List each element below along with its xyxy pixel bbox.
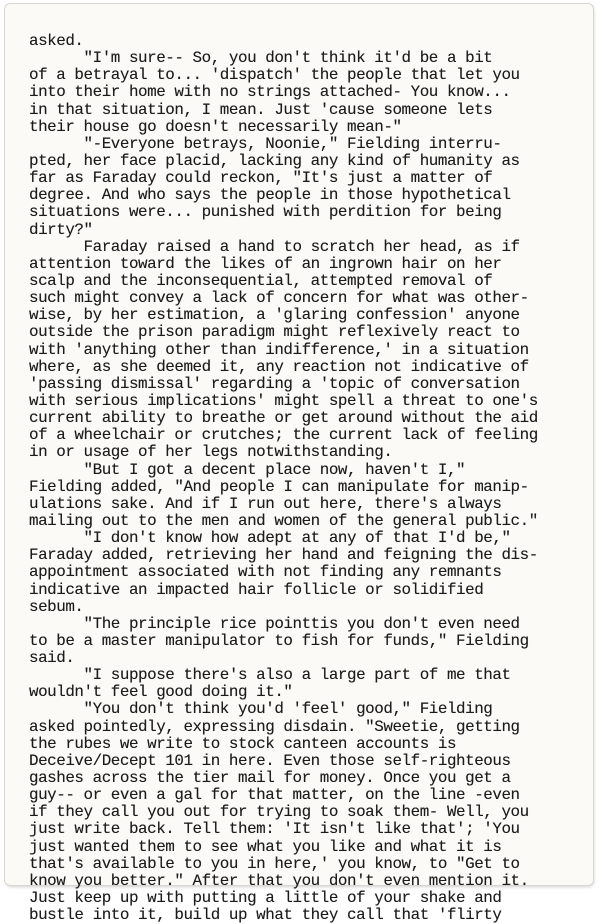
text-line: current ability to breathe or get around without the aid — [29, 409, 538, 428]
text-line: Fielding added, "And people I can manipulate for manip- — [29, 477, 529, 496]
text-line: asked. — [29, 32, 84, 50]
text-line: wise, by her estimation, a 'glaring confession' anyone — [29, 306, 520, 325]
text-line: the rubes we write to stock canteen accounts is — [29, 734, 457, 753]
text-line: Faraday raised a hand to scratch her head, as if — [29, 237, 520, 256]
text-line: gashes across the tier mail for money. Once you get a — [29, 769, 511, 788]
text-line: of a wheelchair or crutches; the current lack of feeling — [29, 426, 538, 445]
text-line: "You don't think you'd 'feel' good," Fielding — [29, 700, 493, 719]
text-line: in that situation, I mean. Just 'cause someone lets — [29, 100, 493, 119]
text-line: with 'anything other than indifference,' in a situation — [29, 340, 529, 359]
text-line: guy-- or even a gal for that matter, on the line -even — [29, 786, 520, 805]
text-line: know you better." After that you don't even mention it. — [29, 871, 529, 890]
text-line: degree. And who says the people in those hypothetical — [29, 186, 511, 205]
text-line: just write back. Tell them: 'It isn't like that'; 'You — [29, 820, 520, 839]
text-line: appointment associated with not finding any remnants — [29, 563, 502, 582]
text-line: with serious implications' might spell a threat to one's — [29, 391, 538, 410]
text-line: Deceive/Decept 101 in here. Even those self-righteous — [29, 751, 511, 770]
text-line: ulations sake. And if I run out here, there's always — [29, 494, 502, 513]
text-line: attention toward the likes of an ingrown hair on her — [29, 254, 502, 273]
text-line: situations were... punished with perdition for being — [29, 203, 502, 222]
page-body-text — [29, 33, 581, 924]
text-line: "But I got a decent place now, haven't I," — [29, 460, 466, 479]
text-line: scalp and the inconsequential, attempted removal of — [29, 271, 493, 290]
text-line: into their home with no strings attached- You know... — [29, 83, 511, 102]
text-line: asked pointedly, expressing disdain. "Sweetie, getting — [29, 717, 520, 736]
typewritten-page — [5, 4, 593, 924]
text-line: "I'm sure-- So, you don't think it'd be a bit — [29, 49, 493, 68]
text-line: in or usage of her legs notwithstanding. — [29, 443, 393, 462]
text-line: "-Everyone betrays, Noonie," Fielding interru- — [29, 134, 502, 153]
text-line: Faraday added, retrieving her hand and feigning the dis- — [29, 546, 538, 565]
text-line: 'passing dismissal' regarding a 'topic of conversation — [29, 374, 520, 393]
text-line: bustle into it, build up what they call that 'flirty — [29, 906, 502, 924]
text-line: Just keep up with putting a little of your shake and — [29, 889, 502, 908]
text-line: sebum. — [29, 597, 84, 616]
text-line: far as Faraday could reckon, "It's just a matter of — [29, 169, 493, 188]
text-line: that's available to you in here,' you know, to "Get to — [29, 854, 520, 873]
text-line: their house go doesn't necessarily mean-" — [29, 117, 402, 136]
text-line: such might convey a lack of concern for what was other- — [29, 289, 529, 308]
text-line: "The principle rice pointtis you don't even need — [29, 614, 520, 633]
text-line: wouldn't feel good doing it." — [29, 683, 293, 702]
text-line: dirty?" — [29, 220, 93, 239]
text-line: where, as she deemed it, any reaction not indicative of — [29, 357, 529, 376]
text-line: of a betrayal to... 'dispatch' the people that let you — [29, 66, 520, 85]
text-line: "I suppose there's also a large part of me that — [29, 666, 511, 685]
text-line: "I don't know how adept at any of that I'd be," — [29, 529, 511, 548]
text-line: outside the prison paradigm might reflexively react to — [29, 323, 520, 342]
text-line: mailing out to the men and women of the general public." — [29, 511, 538, 530]
text-line: just wanted them to see what you like and what it is — [29, 837, 502, 856]
text-line: pted, her face placid, lacking any kind of humanity as — [29, 151, 520, 170]
text-line: to be a master manipulator to fish for funds," Fielding — [29, 631, 529, 650]
text-line: if they call you out for trying to soak them- Well, you — [29, 803, 529, 822]
text-line: said. — [29, 649, 75, 668]
text-line: indicative an impacted hair follicle or solidified — [29, 580, 484, 599]
